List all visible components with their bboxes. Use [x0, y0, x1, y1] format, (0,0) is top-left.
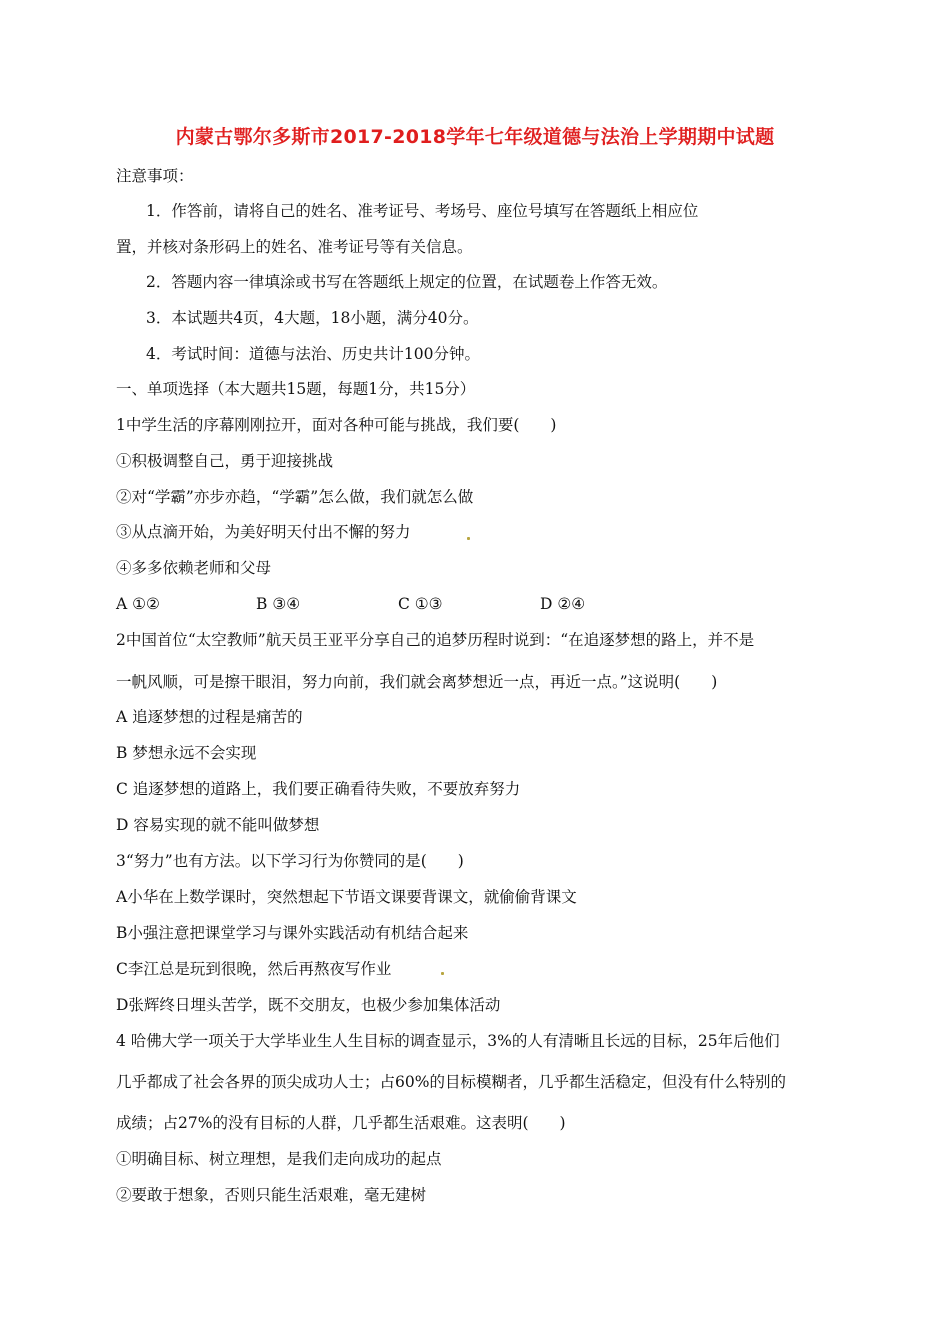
notice-heading: 注意事项： — [116, 167, 194, 185]
q3-option-d: D张辉终日埋头苦学，既不交朋友，也极少参加集体活动 — [116, 996, 501, 1014]
q2-option-c: C 追逐梦想的道路上，我们要正确看待失败，不要放弃努力 — [116, 780, 521, 798]
q4-stem-line-2: 几乎都成了社会各界的顶尖成功人士；占60%的目标模糊者，几乎都生活稳定，但没有什么特别的 — [116, 1073, 786, 1091]
speck-mark — [441, 972, 444, 975]
q1-option-b: B ③④ — [256, 595, 301, 613]
q1-statement-3: ③从点滴开始，为美好明天付出不懈的努力 — [116, 523, 411, 541]
q1-statement-1: ①积极调整自己，勇于迎接挑战 — [116, 452, 334, 470]
q2-stem-line-2: 一帆风顺，可是擦干眼泪，努力向前，我们就会离梦想近一点，再近一点。”这说明( ) — [116, 673, 718, 691]
notice-item-3: 3．本试题共4页，4大题，18小题，满分40分。 — [146, 309, 479, 327]
q1-stem: 1中学生活的序幕刚刚拉开，面对各种可能与挑战，我们要( ) — [116, 416, 557, 434]
notice-item-1-line-1: 1．作答前，请将自己的姓名、准考证号、考场号、座位号填写在答题纸上相应位 — [146, 202, 699, 220]
speck-mark — [467, 537, 470, 540]
q2-option-d: D 容易实现的就不能叫做梦想 — [116, 816, 320, 834]
exam-title: 内蒙古鄂尔多斯市2017-2018学年七年级道德与法治上学期期中试题 — [175, 126, 775, 148]
q2-stem-line-1: 2中国首位“太空教师”航天员王亚平分享自己的追梦历程时说到：“在追逐梦想的路上，并不是 — [116, 631, 755, 649]
q3-option-b: B小强注意把课堂学习与课外实践活动有机结合起来 — [116, 924, 469, 942]
q2-option-b: B 梦想永远不会实现 — [116, 744, 257, 762]
q4-stem-line-3: 成绩；占27%的没有目标的人群，几乎都生活艰难。这表明( ) — [116, 1114, 566, 1132]
section-heading: 一、单项选择（本大题共15题，每题1分，共15分） — [116, 380, 476, 398]
q4-statement-2: ②要敢于想象，否则只能生活艰难，毫无建树 — [116, 1186, 427, 1204]
q3-stem: 3“努力”也有方法。以下学习行为你赞同的是( ) — [116, 852, 464, 870]
q1-option-c: C ①③ — [398, 595, 443, 613]
q4-stem-line-1: 4 哈佛大学一项关于大学毕业生人生目标的调查显示，3%的人有清晰且长远的目标，25年后他们 — [116, 1032, 780, 1050]
notice-item-4: 4．考试时间：道德与法治、历史共计100分钟。 — [146, 345, 480, 363]
notice-item-1-line-2: 置，并核对条形码上的姓名、准考证号等有关信息。 — [116, 238, 473, 256]
q3-option-a: A小华在上数学课时，突然想起下节语文课要背课文，就偷偷背课文 — [116, 888, 577, 906]
q4-statement-1: ①明确目标、树立理想，是我们走向成功的起点 — [116, 1150, 442, 1168]
q1-statement-2: ②对“学霸”亦步亦趋，“学霸”怎么做，我们就怎么做 — [116, 488, 474, 506]
q1-option-a: A ①② — [116, 595, 160, 613]
notice-item-2: 2．答题内容一律填涂或书写在答题纸上规定的位置，在试题卷上作答无效。 — [146, 273, 668, 291]
q3-option-c: C李江总是玩到很晚，然后再熬夜写作业 — [116, 960, 392, 978]
q1-statement-4: ④多多依赖老师和父母 — [116, 559, 272, 577]
q2-option-a: A 追逐梦想的过程是痛苦的 — [116, 708, 303, 726]
q1-option-d: D ②④ — [540, 595, 586, 613]
